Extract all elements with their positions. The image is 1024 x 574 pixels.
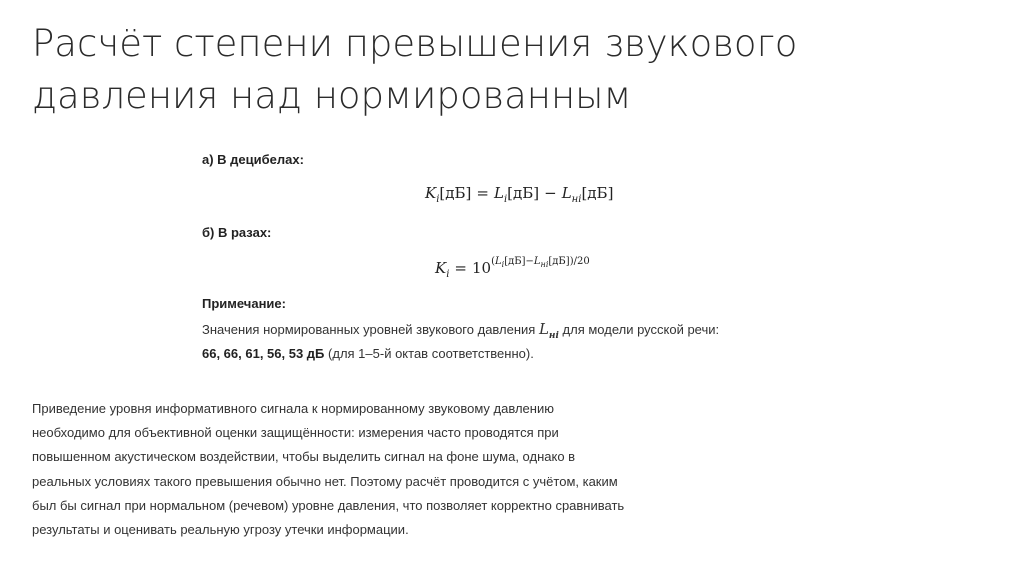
subscript-i: i — [436, 194, 440, 205]
subscript-i: i — [503, 194, 508, 205]
heading-times: б) В разах: — [202, 225, 272, 240]
note-heading: Примечание: — [202, 296, 286, 311]
norm-values-comment: (для 1–5-й октав соответственно). — [328, 346, 534, 361]
slide-title — [32, 18, 992, 122]
symbol-k: K — [425, 184, 437, 202]
heading-decibels: а) В децибелах: — [202, 152, 304, 167]
minus-sign: − — [525, 256, 534, 267]
paragraph-line: реальных условиях такого превышения обычно нет. Поэтому расчёт проводится с учётом, каким — [32, 473, 618, 489]
formula-decibels — [425, 184, 613, 205]
unit-db: [дБ] — [581, 184, 614, 202]
subscript-ni: ні — [540, 260, 549, 269]
subscript-i: i — [501, 260, 505, 269]
unit-db: [дБ] — [507, 184, 540, 202]
symbol-l: L — [561, 184, 572, 202]
subscript-i: i — [446, 269, 450, 280]
symbol-l: L — [538, 320, 549, 338]
equals-sign: = — [476, 184, 489, 202]
note-line-2 — [202, 346, 534, 361]
symbol-lni — [538, 320, 559, 341]
norm-values: 66, 66, 61, 56, 53 дБ — [202, 346, 325, 361]
title-line-1: Расчёт степени превышения звукового — [32, 22, 798, 65]
unit-db: [дБ] — [504, 256, 526, 267]
minus-sign: − — [544, 184, 557, 202]
explanation-paragraph — [32, 397, 692, 542]
symbol-k: K — [435, 259, 447, 277]
symbol-l: L — [533, 256, 541, 267]
exponent — [491, 256, 590, 267]
formula-times — [435, 256, 590, 280]
paragraph-line: Приведение уровня информативного сигнала к нормированному звуковому давлению — [32, 401, 554, 416]
subscript-ni: нi — [548, 331, 559, 341]
note-text-after: для модели русской речи: — [562, 322, 720, 337]
paragraph-line: повышенном акустическом воздействии, чтобы выделить сигнал на фоне шума, однако в — [32, 449, 576, 465]
paragraph-line: был бы сигнал при нормальном (речевом) уровне давления, что позволяет корректно сравнивать — [32, 497, 625, 513]
exp-close: )/20 — [569, 256, 590, 267]
paragraph-line: результаты и оценивать реальную угрозу утечки информации. — [32, 522, 409, 538]
equals-sign: = — [454, 259, 467, 277]
exponent-base: 10 — [472, 259, 492, 277]
note-text-before: Значения нормированных уровней звукового давления — [202, 322, 536, 337]
symbol-l: L — [493, 184, 504, 202]
subscript-ni: ні — [571, 194, 582, 205]
exp-open: ( — [491, 256, 495, 267]
unit-db: [дБ] — [548, 256, 570, 267]
note-line-1 — [202, 320, 719, 341]
unit-db: [дБ] — [439, 184, 472, 202]
title-line-2: давления над нормированным — [32, 74, 632, 117]
paragraph-line: необходимо для объективной оценки защищённости: измерения часто проводятся при — [32, 425, 559, 441]
symbol-l: L — [495, 256, 502, 267]
